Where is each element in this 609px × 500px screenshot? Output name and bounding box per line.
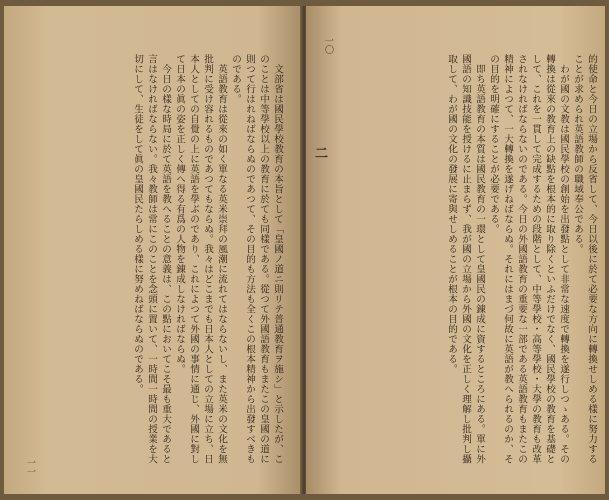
book-spread: [4, 6, 605, 494]
right-page-text: [320, 54, 598, 466]
section-heading: 二: [312, 146, 327, 159]
right-page: [306, 6, 605, 494]
page-number: 一一: [25, 458, 35, 476]
paragraph: 即ち英語教育の本質は國民教育の一環として皇國民の錬成に資するところにある。單に外國語の知識技能を授けるに止まらず、我が國の立場から外國の文化を正しく理解し批判し攝取して、わが國の文化の發展に寄與せしめることが根本の目的である。: [446, 54, 485, 464]
paragraph: 英語教育は從來の如く單なる英米崇拜の風潮に流れてはならないし、また英米の文化を無批判に受け容れるものであつてもならぬ。我々はどこまでも日本人としての立場に立ち、日本人としての自覺の上に英語を學ぶのであり、これによつて外國の事情に通じ、外國に對して日本の眞の姿を正しく傳へ得る有爲の人物を錬成しなければならぬ。: [174, 54, 227, 464]
left-page-text: [22, 54, 284, 466]
paragraph: わが國の文教は國民學校の創始を出發點として非常な速度で轉換を遂行しつゝある。その轉換は從來の教育上の缺點を根本的に取り除くといふだけでなく、國民學校の教育を基礎として、これを一貫して完成するための段階として、中等學校・高等學校・大學の教育も改革されなければならないのである。今日の外國語教育の重要な一部である英語教育もまたこの精神によつて、一大轉換を遂げねばならぬ。それにはまづ何故に英語が教へられるのか、その目的を明確にすることが必要である。: [488, 54, 569, 464]
page-number: 一〇: [323, 36, 333, 54]
paragraph: 的使命と今日の立場から反省して、今日以後に於て必要な方向に轉換せしめる樣に努力することが求められ英語教師の職域奉公である。: [572, 54, 597, 464]
paragraph: 文部省は國民學校教育の本旨として「皇國ノ道ニ則リテ普通教育ヲ施シ」と示したが、このことは中等學校以上の教育に於ても同樣である。從つて外國語教育もまたこの皇國の道に則つて行はれねばならぬのであつて、その目的も方法も全くこの根本精神から出發すべきものである。: [230, 54, 283, 464]
paragraph: 今日の樣な時局に於て英語を教へることの意義は、この點においてこそ最も重大であると言はなければならない。我々教師は常にこのことを念頭に置いて、一時間一時間の授業を大切にして、生徒をして眞の皇國民たらしめる樣に努めねばならぬのである。: [132, 54, 171, 464]
left-page: [4, 6, 302, 494]
